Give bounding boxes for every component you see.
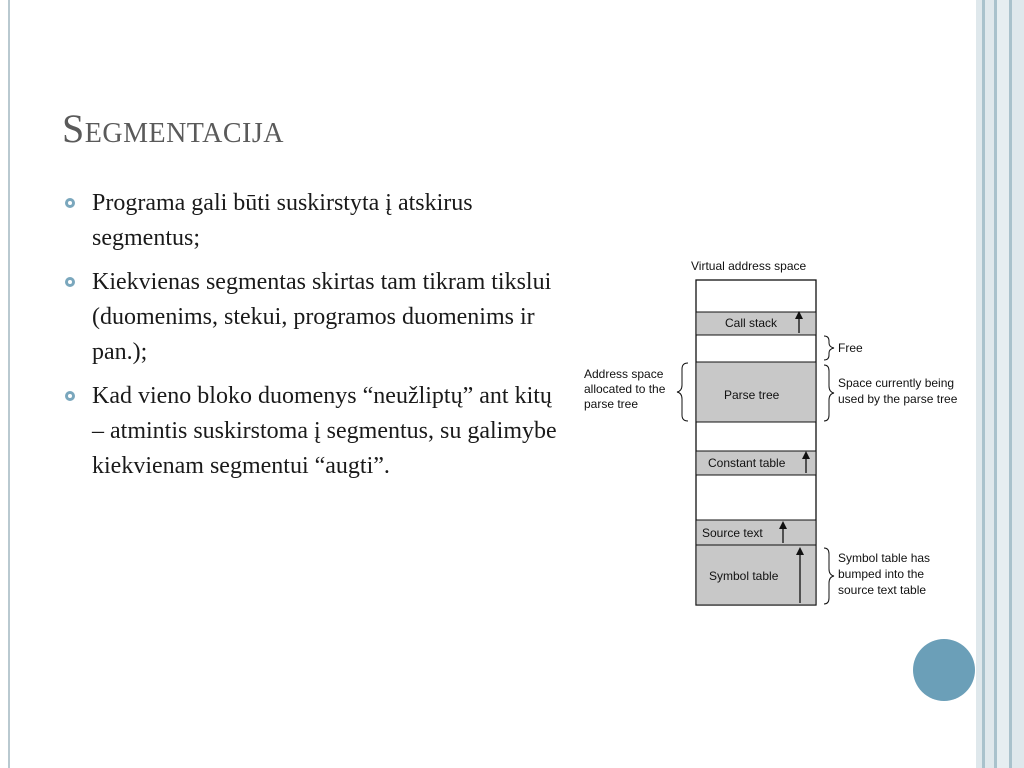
free-brace xyxy=(824,336,834,360)
bullet-text: Kad vieno bloko duomenys “neužliptų” ant kitų – atmintis suskirstoma į segmentus, su galimybe kiekvienam segmentui “augti”. xyxy=(92,383,557,479)
bullet-ring-icon xyxy=(65,277,75,287)
left-annotation-line: allocated to the xyxy=(584,382,666,396)
diagram-svg xyxy=(578,255,988,615)
segment-parse-tree-label: Parse tree xyxy=(724,388,780,402)
bullet-item xyxy=(62,379,562,484)
segment-symbol-table-label: Symbol table xyxy=(709,569,779,583)
symbol-note-line: source text table xyxy=(838,583,927,597)
left-annotation-line: parse tree xyxy=(584,397,639,411)
left-annotation-line: Address space xyxy=(584,367,664,381)
bullet-list xyxy=(62,186,562,493)
bullet-item xyxy=(62,186,562,256)
left-border-line xyxy=(8,0,10,768)
segment-constant-table-label: Constant table xyxy=(708,456,786,470)
decorative-circle xyxy=(913,639,975,701)
free-label: Free xyxy=(838,341,863,355)
bullet-text: Kiekvienas segmentas skirtas tam tikram tikslui (duomenims, stekui, programos duomenims ir pan.); xyxy=(92,269,552,365)
segment-call-stack-label: Call stack xyxy=(725,316,778,330)
symbol-note-line: Symbol table has xyxy=(838,551,931,565)
parse-tree-brace xyxy=(824,365,834,421)
segment-source-text-label: Source text xyxy=(702,526,763,540)
bullet-text: Programa gali būti suskirstyta į atskirus segmentus; xyxy=(92,190,473,251)
bullet-ring-icon xyxy=(65,198,75,208)
parse-tree-note-line: used by the parse tree xyxy=(838,392,958,406)
virtual-address-space-diagram xyxy=(578,255,988,615)
slide-title: Segmentacija xyxy=(62,106,284,151)
symbol-table-brace xyxy=(824,548,834,604)
bullet-item xyxy=(62,265,562,370)
parse-tree-note-line: Space currently being xyxy=(838,376,955,390)
bullet-ring-icon xyxy=(65,391,75,401)
diagram-heading: Virtual address space xyxy=(691,259,807,273)
symbol-note-line: bumped into the xyxy=(838,567,925,581)
left-brace xyxy=(677,363,688,421)
